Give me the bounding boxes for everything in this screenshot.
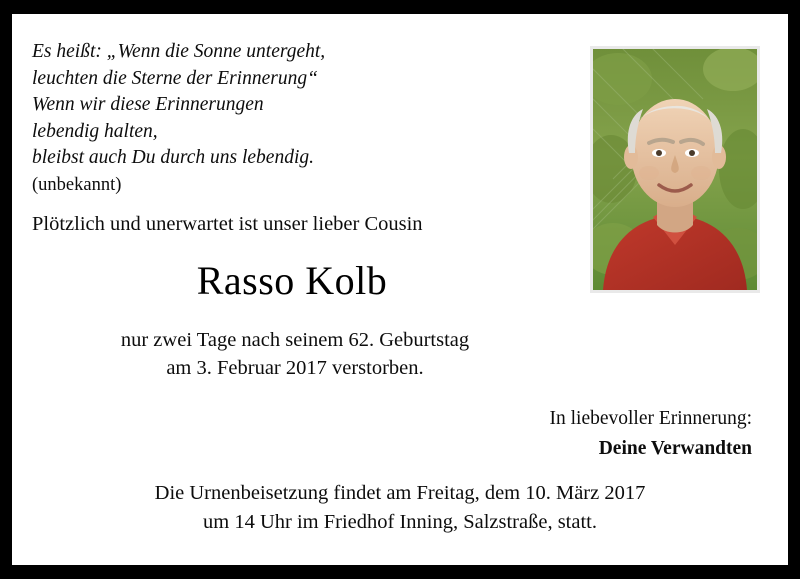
detail-line-2: am 3. Februar 2017 verstorben. — [166, 357, 424, 379]
funeral-line-2: um 14 Uhr im Friedhof Inning, Salzstraße, statt. — [203, 511, 597, 533]
border-top — [0, 0, 800, 14]
signature: Deine Verwandten — [598, 438, 752, 459]
poem-line-2: leuchten die Sterne der Erinnerung“ — [32, 67, 318, 89]
closing-block — [332, 404, 752, 464]
border-bottom — [0, 565, 800, 579]
notice-content — [12, 14, 788, 565]
funeral-block — [12, 479, 788, 537]
detail-line-1: nur zwei Tage nach seinem 62. Geburtstag — [120, 329, 470, 351]
poem-line-4: lebendig halten, — [32, 120, 158, 142]
poem-line-3: Wenn wir diese Erinnerungen — [32, 94, 264, 115]
poem-block — [32, 39, 452, 198]
border-left — [0, 0, 12, 579]
poem-attribution: (unbekannt) — [32, 174, 122, 195]
portrait-photo-image — [593, 49, 757, 290]
border-right — [788, 0, 800, 579]
detail-block — [12, 326, 578, 382]
closing-line: In liebevoller Erinnerung: — [549, 408, 752, 429]
funeral-line-1: Die Urnenbeisetzung findet am Freitag, dem 10. März 2017 — [154, 482, 646, 504]
portrait-photo — [590, 46, 760, 293]
intro-line: Plötzlich und unerwartet ist unser lieber Cousin — [32, 213, 423, 235]
poem-line-5: bleibst auch Du durch uns lebendig. — [32, 147, 314, 168]
deceased-name: Rasso Kolb — [196, 258, 388, 303]
poem-line-1: Es heißt: „Wenn die Sonne untergeht, — [32, 41, 326, 62]
